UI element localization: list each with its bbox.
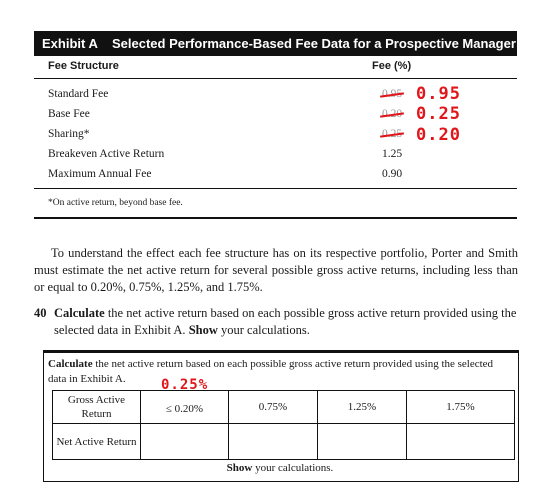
question-number: 40 <box>34 306 47 320</box>
fee-percent-header: Fee (%) <box>372 60 412 72</box>
net-col-3-answer[interactable] <box>318 424 407 460</box>
exhibit-title: Selected Performance-Based Fee Data for a Prospective Manager <box>112 36 516 51</box>
show-calculations-label: Show your calculations. <box>226 462 334 474</box>
base-fee-value: 0.20 <box>382 108 403 120</box>
sharing-value: 0.25 <box>382 128 403 140</box>
max-fee-label: Maximum Annual Fee <box>48 168 152 180</box>
header-divider <box>34 78 517 79</box>
gross-col-1 <box>141 377 229 424</box>
gross-col-4: 1.75% <box>407 391 515 424</box>
base-fee-handwritten: 0.25 <box>416 104 461 124</box>
standard-fee-label: Standard Fee <box>48 88 109 100</box>
gross-col-2: 0.75% <box>229 391 318 424</box>
sharing-label: Sharing* <box>48 128 90 140</box>
answer-prompt: Calculate the net active return based on each possible gross active return provided using the selected data in Exhibit A. <box>48 358 494 385</box>
exhibit-header <box>34 31 517 56</box>
gross-row <box>53 391 515 424</box>
exhibit-label: Exhibit A <box>42 36 98 51</box>
exhibit-bottom-rule <box>34 217 517 219</box>
sharing-handwritten: 0.20 <box>416 125 461 145</box>
standard-fee-value: 0.95 <box>382 88 403 100</box>
net-active-return-label: Net Active Return <box>53 424 141 460</box>
standard-fee-handwritten: 0.95 <box>416 84 461 104</box>
gross-col-3: 1.25% <box>318 391 407 424</box>
max-fee-value: 0.90 <box>382 168 403 180</box>
footnote: *On active return, beyond base fee. <box>48 198 183 208</box>
question-text: Calculate the net active return based on each possible gross active return provided using the selected data in Exhibit A. Show your calculations. <box>54 306 517 337</box>
breakeven-value: 1.25 <box>382 148 403 160</box>
net-col-2-answer[interactable] <box>229 424 318 460</box>
answer-table <box>52 377 515 460</box>
net-row <box>53 424 515 460</box>
net-col-1-answer[interactable] <box>141 424 229 460</box>
fee-structure-header: Fee Structure <box>48 60 119 72</box>
context-paragraph: To understand the effect each fee structure has on its respective portfolio, Porter and Smith must estimate the net active return for several possible gross active returns, including less than or equal to 0.20%, 0.75%, 1.25%, and 1.75%. <box>34 246 518 294</box>
answer-box-top-rule <box>44 351 518 353</box>
gross-active-return-label: Gross Active Return <box>53 391 141 424</box>
gross-col-1-handwritten: 0.25% <box>161 377 209 393</box>
gross-col-1-value: ≤ 0.20% <box>165 403 204 415</box>
table-divider <box>34 188 517 189</box>
breakeven-label: Breakeven Active Return <box>48 148 165 160</box>
net-col-4-answer[interactable] <box>407 424 515 460</box>
base-fee-label: Base Fee <box>48 108 90 120</box>
